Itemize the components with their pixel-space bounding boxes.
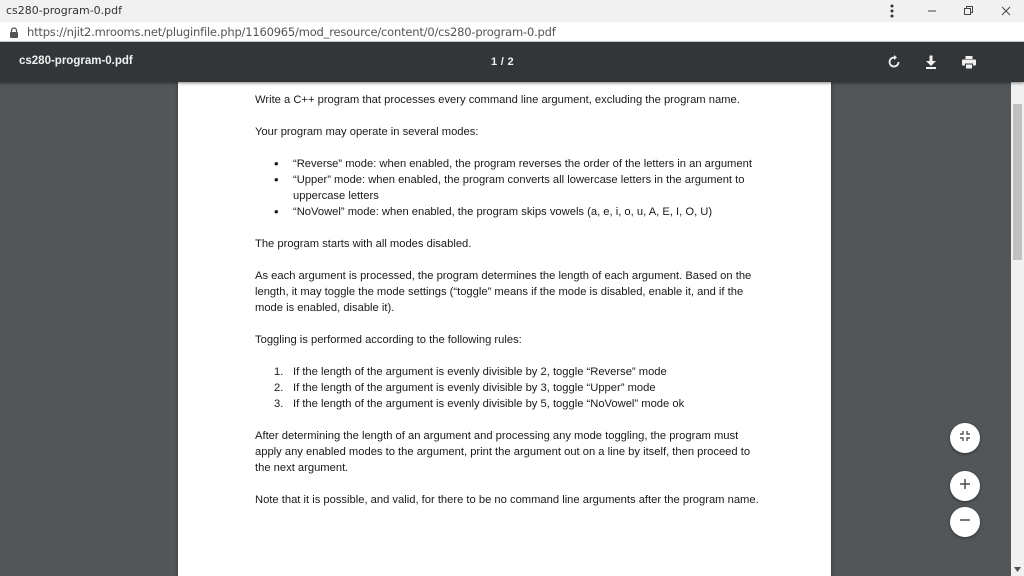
pdf-toolbar	[0, 42, 1024, 82]
window-title: cs280-program-0.pdf	[6, 4, 122, 17]
restore-icon[interactable]	[950, 0, 986, 22]
list-item: • “Reverse” mode: when enabled, the program reverses the order of the letters in an argument	[293, 156, 760, 172]
page-indicator[interactable]: 1 / 2	[491, 56, 514, 68]
scrollbar-thumb[interactable]	[1013, 104, 1022, 260]
rule-text: If the length of the argument is evenly divisible by 2, toggle “Reverse” mode	[293, 366, 667, 378]
zoom-out-button[interactable]	[950, 507, 980, 537]
pdf-page	[178, 82, 831, 576]
fit-to-page-icon	[959, 429, 971, 447]
pdf-file-name: cs280-program-0.pdf	[19, 55, 133, 67]
kebab-menu-icon[interactable]	[874, 0, 910, 22]
download-icon[interactable]	[921, 52, 941, 72]
scroll-down-arrow-icon[interactable]	[1011, 563, 1024, 576]
pdf-viewer[interactable]	[0, 82, 1011, 576]
modes-list	[255, 156, 760, 220]
list-number: 3.	[274, 398, 284, 410]
rules-intro: Toggling is performed according to the following rules:	[255, 334, 522, 346]
fit-to-page-button[interactable]	[950, 423, 980, 453]
start-paragraph: The program starts with all modes disabled.	[255, 238, 472, 250]
list-item	[274, 380, 760, 396]
url-text[interactable]: https://njit2.mrooms.net/pluginfile.php/1160965/mod_resource/content/0/cs280-program-0.pdf	[27, 25, 556, 39]
rules-list	[255, 364, 760, 412]
vertical-scrollbar[interactable]	[1011, 42, 1024, 576]
rule-text: If the length of the argument is evenly divisible by 5, toggle “NoVowel” mode ok	[293, 398, 685, 410]
list-item	[274, 396, 760, 412]
address-bar[interactable]	[0, 22, 1024, 42]
note-paragraph: Note that it is possible, and valid, for there to be no command line arguments after the program name.	[255, 494, 759, 506]
lock-icon	[9, 26, 21, 38]
modes-intro: Your program may operate in several modes:	[255, 126, 479, 138]
list-item	[274, 364, 760, 380]
list-item: • “Upper” mode: when enabled, the program converts all lowercase letters in the argument to uppercase letters	[293, 172, 760, 204]
zoom-in-button[interactable]	[950, 471, 980, 501]
close-icon[interactable]	[988, 0, 1024, 22]
print-icon[interactable]	[959, 52, 979, 72]
page-content	[255, 92, 760, 524]
toggle-paragraph: As each argument is processed, the program determines the length of each argument. Based on the length, it may toggle the mode settings (“toggle” means if the mode is disabled, enable it, and if the mode is enabled, disable it).	[255, 270, 752, 314]
rotate-icon[interactable]	[884, 52, 904, 72]
intro-paragraph: Write a C++ program that processes every command line argument, excluding the program name.	[255, 94, 740, 106]
zoom-in-icon	[959, 477, 971, 495]
zoom-out-icon	[959, 513, 971, 531]
list-number: 1.	[274, 366, 284, 378]
rule-text: If the length of the argument is evenly divisible by 3, toggle “Upper” mode	[293, 382, 656, 394]
list-item: • “NoVowel” mode: when enabled, the program skips vowels (a, e, i, o, u, A, E, I, O, U)	[293, 204, 760, 220]
window-titlebar	[0, 0, 1024, 22]
minimize-icon[interactable]	[914, 0, 950, 22]
list-number: 2.	[274, 382, 284, 394]
after-paragraph: After determining the length of an argument and processing any mode toggling, the program must apply any enabled modes to the argument, print the argument out on a line by itself, then proceed to the next argument.	[255, 430, 751, 474]
